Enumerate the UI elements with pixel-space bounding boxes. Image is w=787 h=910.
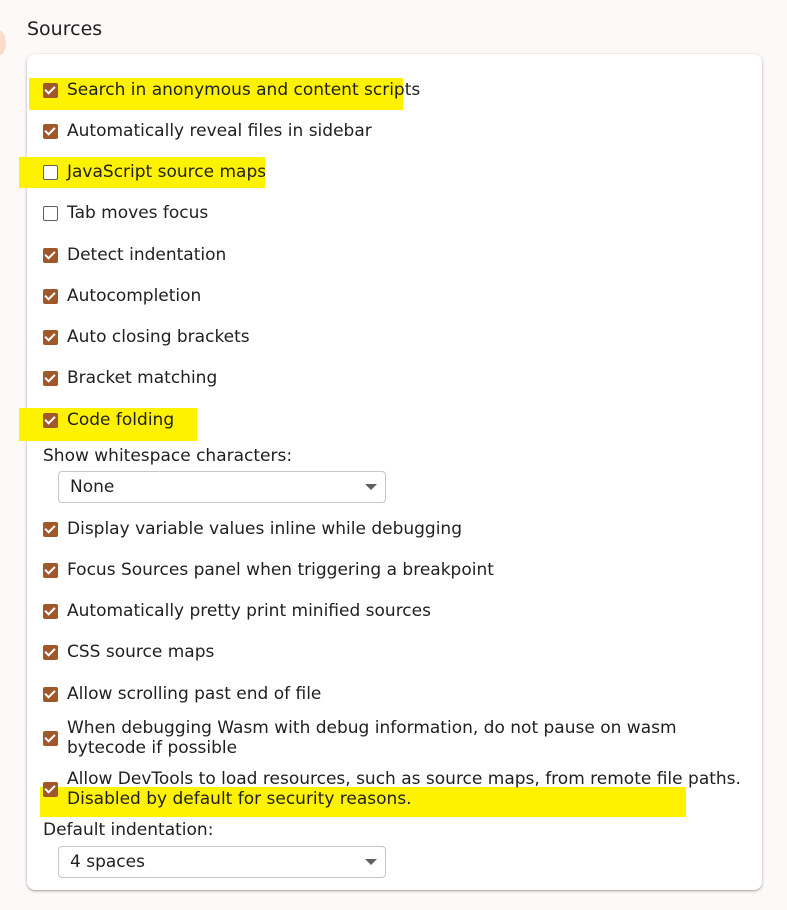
setting-label: When debugging Wasm with debug information, do not pause on wasm bytecode if possible	[67, 718, 677, 758]
chevron-down-icon	[365, 859, 377, 865]
setting-focus-sources[interactable]	[43, 560, 494, 581]
setting-search-anonymous[interactable]	[43, 80, 420, 101]
setting-inline-values[interactable]	[43, 519, 462, 540]
setting-label: Allow DevTools to load resources, such as source maps, from remote file paths. Disabled by default for security reasons.	[67, 769, 741, 809]
checkbox[interactable]	[43, 289, 58, 304]
setting-pretty-print[interactable]	[43, 601, 431, 622]
select-value: None	[70, 477, 115, 497]
checkbox[interactable]	[43, 248, 58, 263]
checkbox[interactable]	[43, 522, 58, 537]
checkbox[interactable]	[43, 563, 58, 578]
setting-label: Bracket matching	[67, 368, 218, 388]
setting-label: Tab moves focus	[67, 203, 209, 223]
setting-js-source-maps[interactable]	[43, 162, 266, 183]
setting-label: Automatically pretty print minified sources	[67, 601, 431, 621]
setting-label: Search in anonymous and content scripts	[67, 80, 421, 100]
checkbox[interactable]	[43, 782, 58, 797]
setting-bracket-matching[interactable]	[43, 368, 217, 389]
setting-detect-indentation[interactable]	[43, 245, 226, 266]
setting-label: Allow scrolling past end of file	[67, 684, 322, 704]
setting-label: Auto closing brackets	[67, 327, 250, 347]
indentation-select[interactable]	[58, 846, 386, 878]
setting-scroll-past-end[interactable]	[43, 684, 321, 705]
setting-label: Autocompletion	[67, 286, 202, 306]
indentation-label: Default indentation:	[43, 820, 214, 840]
checkbox[interactable]	[43, 604, 58, 619]
checkbox[interactable]	[43, 330, 58, 345]
checkbox[interactable]	[43, 371, 58, 386]
checkbox[interactable]	[43, 165, 58, 180]
setting-label: CSS source maps	[67, 642, 215, 662]
chevron-down-icon	[365, 484, 377, 490]
checkbox[interactable]	[43, 687, 58, 702]
setting-label: Focus Sources panel when triggering a breakpoint	[67, 560, 494, 580]
setting-code-folding[interactable]	[43, 410, 174, 431]
setting-auto-closing-brackets[interactable]	[43, 327, 250, 348]
select-value: 4 spaces	[70, 852, 145, 872]
setting-label: Display variable values inline while debugging	[67, 519, 463, 539]
setting-wasm-debug[interactable]	[43, 718, 747, 758]
setting-reveal-files[interactable]	[43, 121, 372, 142]
setting-label: Code folding	[67, 410, 175, 430]
whitespace-select[interactable]	[58, 471, 386, 503]
setting-remote-file-paths[interactable]	[43, 769, 747, 809]
checkbox[interactable]	[43, 731, 58, 746]
checkbox[interactable]	[43, 83, 58, 98]
checkbox[interactable]	[43, 413, 58, 428]
setting-label: JavaScript source maps	[67, 162, 267, 182]
whitespace-label: Show whitespace characters:	[43, 446, 293, 466]
settings-card	[27, 54, 762, 890]
setting-tab-focus[interactable]	[43, 203, 208, 224]
section-title: Sources	[27, 18, 103, 40]
accent-decoration	[0, 30, 6, 56]
checkbox[interactable]	[43, 124, 58, 139]
setting-css-source-maps[interactable]	[43, 642, 214, 663]
setting-label: Detect indentation	[67, 245, 227, 265]
setting-autocompletion[interactable]	[43, 286, 201, 307]
checkbox[interactable]	[43, 645, 58, 660]
setting-label: Automatically reveal files in sidebar	[67, 121, 372, 141]
checkbox[interactable]	[43, 206, 58, 221]
